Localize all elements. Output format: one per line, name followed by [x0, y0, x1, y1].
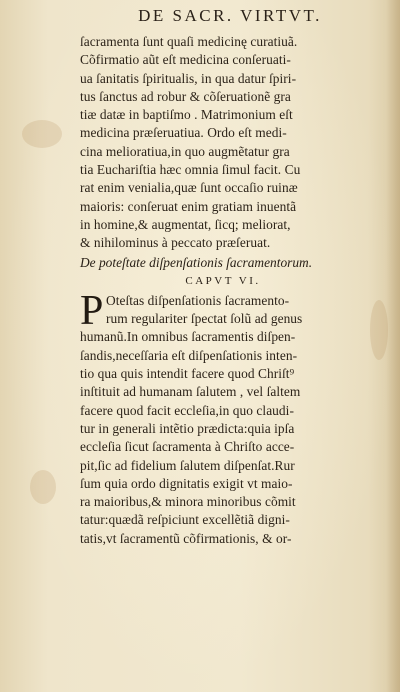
text-line: facere quod facit eccleſia,in quo claudi- [80, 402, 294, 418]
paper-stain [30, 470, 56, 504]
text-block [80, 33, 366, 548]
text-line: rum regulariter ſpectat ſolũ ad genus [106, 311, 303, 327]
text-line: & nihilominus à peccato præſeruat. [80, 235, 271, 251]
text-line: ua ſanitatis ſpiritualis, in qua datur ſpiri- [80, 70, 297, 86]
text-line: tatur:quædã reſpiciunt excellẽtiã digni- [80, 512, 290, 528]
text-line: cina melioratiua,in quo augmẽtatur gra [80, 143, 290, 159]
text-line: pit,ſic ad fidelium ſalutem diſpenſat.Rur [80, 457, 295, 473]
text-line: medicina præſeruatiua. Ordo eſt medi- [80, 125, 287, 141]
drop-cap-lines [106, 292, 368, 329]
text-line: rat enim venialia,quæ ſunt occaſio ruinæ [80, 180, 298, 196]
section-title: De poteſtate diſpenſationis ſacramentorum. [80, 254, 313, 270]
text-line: inſtituit ad humanam ſalutem , vel ſaltem [80, 384, 301, 400]
text-line: in homine,& augmentat, ſicq; meliorat, [80, 216, 291, 232]
text-line: tatis,vt ſacramentũ cõfirmationis, & or- [80, 530, 292, 546]
text-line: ſacramenta ſunt quaſi medicinę curatiuã. [80, 34, 298, 49]
chapter-label: CAPVT VI. [185, 274, 261, 287]
text-line: tia Euchariſtia hæc omnia ſimul facit. Cu [80, 162, 301, 178]
text-line: tio qua quis intendit facere quod Chriſt⁹ [80, 366, 295, 382]
text-line: eccleſia ſicut ſacramenta à Chriſto acce- [80, 439, 295, 455]
text-line: ra maioribus,& minora minoribus cõmit [80, 494, 296, 510]
text-line: ſum quia ordo dignitatis exigit vt maio- [80, 475, 293, 491]
page-edge-shadow [386, 0, 400, 692]
drop-cap-initial: P [80, 287, 104, 334]
paragraph-2 [80, 328, 366, 548]
text-line: ſandis,neceſſaria eſt diſpenſationis inten- [80, 347, 298, 363]
paragraph-1 [80, 33, 366, 253]
running-head: DE SACR. VIRTVT. [138, 6, 322, 25]
text-line: humanũ.In omnibus ſacramentis diſpen- [80, 329, 296, 345]
text-line: Oteſtas diſpenſationis ſacramento- [106, 292, 290, 308]
text-line: maioris: conſeruat enim gratiam inuentã [80, 198, 297, 214]
text-line: tus ſanctus ad robur & cõſeruationẽ gra [80, 88, 291, 104]
text-line: Cõfirmatio aũt eſt medicina conſeruati- [80, 52, 291, 68]
text-line: tiæ datæ in baptiſmo . Matrimonium eſt [80, 107, 293, 123]
paper-stain [22, 120, 62, 148]
drop-cap-block [80, 287, 366, 334]
text-line: tur in generali intẽtio prædicta:quia ipſa [80, 420, 295, 436]
